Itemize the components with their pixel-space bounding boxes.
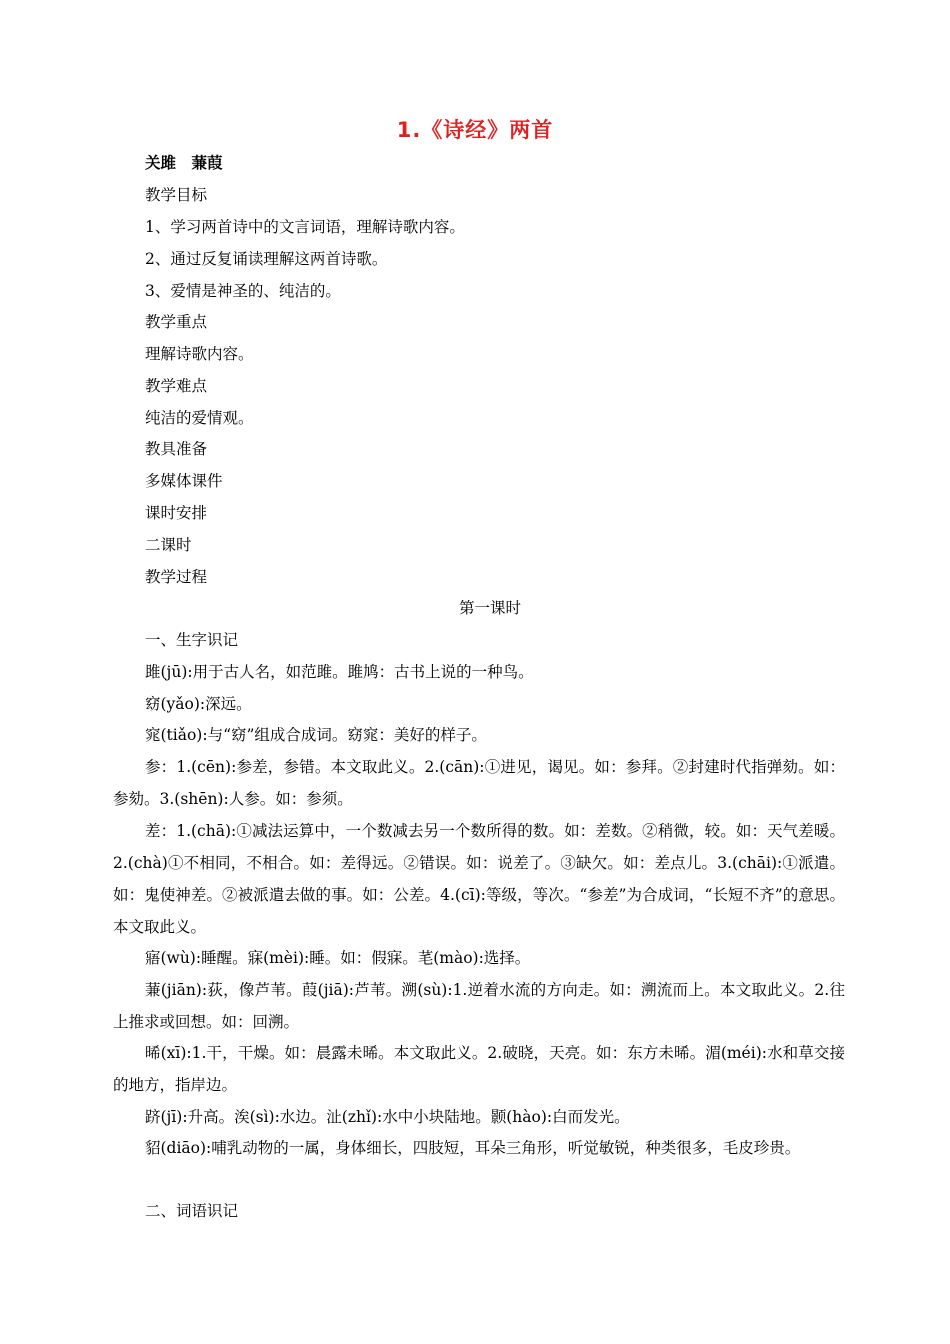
section-heading-first-lesson: 第一课时 [458, 599, 521, 617]
entry-xi: 晞(xī):1.干，干燥。如：晨露未晞。本文取此义。2.破晓，天亮。如：东方未晞。湄(méi):水和草交接的地方，指岸边。 [113, 1044, 845, 1094]
entry-yao: 窈(yǎo):深远。 [145, 695, 252, 713]
schedule-text: 二课时 [145, 536, 192, 554]
entry-jian: 蒹(jiān):荻，像芦苇。葭(jiā):芦苇。溯(sù):1.逆着水流的方向走。如：溯流而上。本文取此义。2.往上推求或回想。如：回溯。 [113, 981, 845, 1031]
goal-item-1: 1、学习两首诗中的文言词语，理解诗歌内容。 [145, 218, 465, 236]
materials-text: 多媒体课件 [145, 472, 223, 490]
heading-materials: 教具准备 [145, 440, 208, 458]
key-points-text: 理解诗歌内容。 [145, 345, 254, 363]
entry-cha: 差：1.(chā):①减法运算中，一个数减去另一个数所得的数。如：差数。②稍微，较。如：天气差暖。2.(chà)①不相同，不相合。如：差得远。②错误。如：说差了。③缺欠。如：差点儿。3.(chāi):①派遣。如：鬼使神差。②被派遣去做的事。如：公差。4.(cī):等级，等次。“参差”为合成词，“长短不齐”的意思。本文取此义。 [113, 822, 845, 936]
entry-diao: 貂(diāo):哺乳动物的一属，身体细长，四肢短，耳朵三角形，听觉敏锐，种类很多，毛皮珍贵。 [145, 1139, 801, 1157]
document-title: 1.《诗经》两首 [396, 118, 554, 142]
part1-heading: 一、生字识记 [145, 631, 239, 649]
entry-ju: 雎(jū):用于古人名，如范雎。雎鸠：古书上说的一种鸟。 [145, 663, 534, 681]
heading-schedule: 课时安排 [145, 504, 208, 522]
heading-teaching-goals: 教学目标 [145, 186, 208, 204]
heading-difficulties: 教学难点 [145, 377, 208, 395]
goal-item-2: 2、通过反复诵读理解这两首诗歌。 [145, 250, 388, 268]
poem-titles: 关雎 蒹葭 [145, 154, 223, 172]
entry-wu: 寤(wù):睡醒。寐(mèi):睡。如：假寐。芼(mào):选择。 [145, 949, 531, 967]
heading-process: 教学过程 [145, 568, 208, 586]
difficulties-text: 纯洁的爱情观。 [145, 409, 254, 427]
entry-shen: 参：1.(cēn):参差，参错。本文取此义。2.(cān):①进见，谒见。如：参拜。②封建时代指弹劾。如：参劾。3.(shēn):人参。如：参须。 [113, 758, 845, 808]
part2-heading: 二、词语识记 [145, 1202, 239, 1220]
entry-ji: 跻(jī):升高。涘(sì):水边。沚(zhǐ):水中小块陆地。颢(hào):白而发光。 [145, 1108, 630, 1126]
goal-item-3: 3、爱情是神圣的、纯洁的。 [145, 282, 341, 300]
heading-key-points: 教学重点 [145, 313, 208, 331]
entry-tiao: 窕(tiǎo):与“窈”组成合成词。窈窕：美好的样子。 [145, 726, 487, 744]
